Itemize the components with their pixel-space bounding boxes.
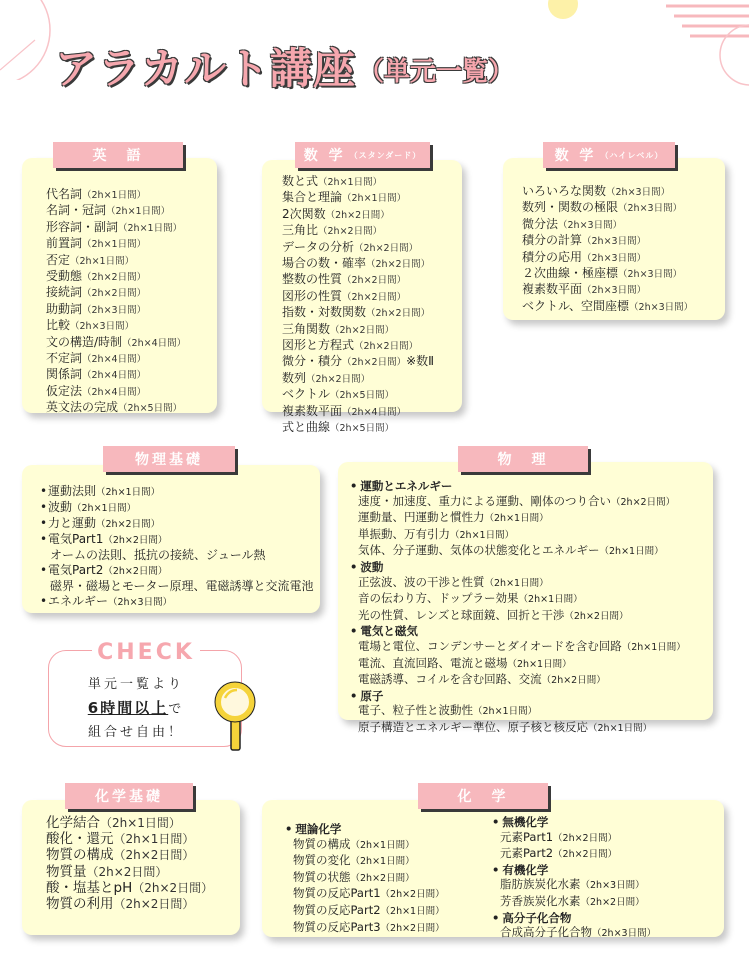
unit-duration: （2h×3日間） <box>558 219 623 231</box>
unit-duration: （2h×5日間） <box>330 423 395 435</box>
unit-name: 複素数平面 <box>282 403 343 418</box>
physics-basic-tab <box>103 446 235 472</box>
math-standard-tab-sub: （スタンダード） <box>349 150 422 160</box>
list-item <box>40 516 314 532</box>
unit-name: 比較 <box>46 318 71 333</box>
unit-name: 物質の反応Part1 <box>293 886 381 901</box>
unit-name: 運動量、円運動と慣性力 <box>358 510 485 525</box>
list-item <box>282 420 434 436</box>
list-item <box>350 703 686 720</box>
unit-duration: （2h×3日間） <box>108 597 173 608</box>
unit-duration: （2h×2日間） <box>113 897 195 912</box>
list-item <box>350 608 686 625</box>
list-item <box>40 532 314 548</box>
unit-duration: （2h×3日間） <box>618 269 683 281</box>
section-heading <box>492 815 656 830</box>
unit-name: 図形と方程式 <box>282 338 355 353</box>
unit-duration: （2h×1日間） <box>72 503 137 514</box>
unit-name: 不定詞 <box>46 351 83 366</box>
unit-duration: （2h×1日間） <box>82 239 147 251</box>
list-item <box>40 500 314 516</box>
unit-duration: （2h×1日間） <box>350 856 415 868</box>
unit-name: データの分析 <box>282 239 355 254</box>
list-item <box>46 285 186 301</box>
unit-name: ベクトル、空間座標 <box>522 298 630 313</box>
unit-duration: （2h×2日間） <box>611 496 676 508</box>
unit-note: ※数Ⅱ <box>406 354 435 369</box>
unit-duration: （2h×2日間） <box>350 872 415 884</box>
unit-name: 元素Part2 <box>500 846 554 861</box>
unit-name: 否定 <box>46 252 71 267</box>
unit-name: 磁界・磁場とモーター原理、電磁誘導と交流電池 <box>50 579 314 593</box>
unit-duration: （2h×1日間） <box>507 658 572 670</box>
list-item <box>46 880 213 896</box>
bullet-icon: • <box>40 484 48 498</box>
list-item <box>350 639 686 656</box>
list-item <box>282 289 434 305</box>
unit-name: 気体、分子運動、気体の状態変化とエネルギー <box>358 543 600 558</box>
unit-name: 理論化学 <box>295 822 342 836</box>
unit-name: 芳香族炭化水素 <box>500 893 581 908</box>
unit-name: 三角比 <box>282 223 319 238</box>
list-item <box>46 815 213 831</box>
math-standard-tab <box>295 142 430 168</box>
unit-duration: （2h×1日間） <box>588 722 653 734</box>
list-item <box>282 354 434 370</box>
list-item <box>282 338 434 354</box>
unit-duration: （2h×2日間） <box>354 242 419 254</box>
unit-name: 波動 <box>360 559 384 574</box>
list-item <box>40 594 314 610</box>
list-item <box>46 253 186 269</box>
list-item <box>282 322 434 338</box>
unit-name: 電気Part2 <box>48 563 104 577</box>
chem-tab-label: 化 学 <box>457 789 509 805</box>
list-item <box>492 894 656 911</box>
chem-theory-list <box>285 822 445 936</box>
list-item <box>46 335 186 351</box>
unit-duration: （2h×1日間） <box>82 190 147 201</box>
physics-basic-list <box>40 484 314 610</box>
page-title <box>55 30 515 93</box>
unit-name: 運動法則 <box>48 484 97 498</box>
list-item <box>40 484 314 500</box>
unit-name: 英文法の完成 <box>46 400 119 415</box>
list-item <box>522 217 693 233</box>
list-item <box>522 282 693 298</box>
unit-name: 文の構造/時制 <box>46 334 123 349</box>
unit-name: 酸・塩基とpH <box>46 879 133 896</box>
unit-duration: （2h×2日間） <box>306 373 371 385</box>
math-standard-tab-label: 数 学 <box>303 148 346 164</box>
math-high-list <box>522 184 693 315</box>
list-item <box>282 272 434 288</box>
list-item <box>285 853 445 870</box>
unit-name: いろいろな関数 <box>522 184 607 198</box>
unit-duration: （2h×4日間） <box>122 337 187 349</box>
list-item <box>350 527 686 544</box>
check-line-3: 組合せ自由！ <box>87 725 184 740</box>
unit-duration: （2h×4日間） <box>82 386 147 398</box>
unit-duration: （2h×2日間） <box>330 324 395 336</box>
unit-name: 化学結合 <box>46 815 100 831</box>
list-item <box>282 240 434 256</box>
list-item <box>46 384 186 400</box>
unit-name: 物質の構成 <box>293 836 351 851</box>
list-item <box>350 656 686 673</box>
list-item <box>350 543 686 560</box>
list-item <box>46 203 186 219</box>
unit-name: 図形の性質 <box>282 288 343 303</box>
section-heading <box>350 479 686 494</box>
unit-name: エネルギー <box>48 594 109 608</box>
unit-name: 三角関数 <box>282 321 331 336</box>
unit-name: 前置詞 <box>46 236 83 251</box>
unit-duration: （2h×1日間） <box>484 513 549 525</box>
unit-duration: （2h×3日間） <box>582 285 647 297</box>
unit-name: 2次関数 <box>282 206 326 221</box>
math-high-tab-label: 数 学 <box>554 148 597 164</box>
unit-name: 単振動、万有引力 <box>358 526 450 541</box>
unit-duration: （2h×3日間） <box>580 880 645 892</box>
english-list <box>46 187 186 417</box>
unit-name: 波動 <box>48 500 73 514</box>
unit-duration: （2h×1日間） <box>318 177 383 188</box>
list-item <box>350 575 686 592</box>
list-item <box>282 387 434 403</box>
unit-duration: （2h×2日間） <box>132 880 214 895</box>
list-item <box>285 920 445 937</box>
list-item <box>350 672 686 689</box>
decorative-yellow-dot <box>545 0 581 24</box>
unit-duration: （2h×1日間） <box>100 816 181 830</box>
unit-duration: （2h×2日間） <box>325 209 390 221</box>
unit-name: 代名詞 <box>46 187 83 201</box>
check-hours: 6時間以上 <box>87 699 169 717</box>
unit-duration: （2h×4日間） <box>342 406 407 418</box>
list-item <box>46 269 186 285</box>
unit-name: 電気Part1 <box>48 532 104 546</box>
unit-name: 場合の数・確率 <box>282 256 367 271</box>
unit-name: 助動詞 <box>46 301 83 316</box>
unit-name: 音の伝わり方、ドップラー効果 <box>358 591 519 606</box>
unit-duration: （2h×3日間） <box>592 928 657 940</box>
unit-name: 電流、直流回路、電流と磁場 <box>358 655 508 670</box>
list-item <box>285 886 445 903</box>
list-item <box>282 404 434 420</box>
list-item <box>522 266 693 282</box>
unit-duration: （2h×2日間） <box>366 308 431 320</box>
bullet-icon: • <box>40 516 48 530</box>
unit-duration: （2h×1日間） <box>118 222 183 234</box>
unit-duration: （2h×1日間） <box>113 832 195 847</box>
check-line-2 <box>56 697 216 718</box>
unit-name: 電気と磁気 <box>360 624 418 639</box>
list-item <box>46 236 186 252</box>
unit-duration: （2h×2日間） <box>366 259 431 271</box>
list-item <box>350 494 686 511</box>
unit-name: 電磁誘導、コイルを含む回路、交流 <box>358 672 542 687</box>
unit-duration: （2h×1日間） <box>96 487 161 498</box>
unit-name: 接続詞 <box>46 285 83 300</box>
unit-duration: （2h×2日間） <box>553 832 618 844</box>
unit-name: 微分・積分 <box>282 354 343 369</box>
unit-duration: （2h×3日間） <box>82 304 147 316</box>
list-item <box>46 400 186 416</box>
list-item <box>285 903 445 920</box>
bullet-icon: • <box>40 500 48 514</box>
chem-basic-list <box>46 815 213 912</box>
unit-name: 数列・関数の極限 <box>522 200 619 215</box>
physics-list <box>350 479 686 737</box>
unit-name: 複素数平面 <box>522 282 583 297</box>
list-item <box>46 318 186 334</box>
unit-name: 元素Part1 <box>500 829 554 844</box>
unit-duration: （2h×2日間） <box>354 341 419 353</box>
unit-duration: （2h×1日間） <box>342 193 407 205</box>
unit-name: 物質の反応Part3 <box>293 919 381 934</box>
unit-name: 積分の応用 <box>522 249 583 264</box>
unit-duration: （2h×2日間） <box>380 922 445 934</box>
list-item <box>522 233 693 249</box>
unit-duration: （2h×2日間） <box>342 275 407 287</box>
unit-name: 仮定法 <box>46 383 83 398</box>
unit-duration: （2h×1日間） <box>599 546 664 558</box>
list-item <box>40 548 314 563</box>
unit-name: 力と運動 <box>48 516 97 530</box>
bullet-icon: • <box>40 532 48 546</box>
unit-name: 有機化学 <box>502 862 549 877</box>
section-heading <box>350 560 686 575</box>
section-heading <box>492 911 656 926</box>
unit-duration: （2h×2日間） <box>96 519 161 530</box>
unit-duration: （2h×4日間） <box>82 354 147 366</box>
math-high-tab-sub: （ハイレベル） <box>600 150 664 160</box>
unit-duration: （2h×3日間） <box>606 187 671 198</box>
unit-name: 関係詞 <box>46 367 83 382</box>
list-item <box>46 896 213 912</box>
unit-duration: （2h×5日間） <box>330 390 395 402</box>
check-title: CHECK <box>92 641 200 665</box>
section-heading <box>350 689 686 704</box>
unit-name: 物質の状態 <box>293 869 351 884</box>
magnifier-icon <box>211 680 261 755</box>
unit-duration: （2h×1日間） <box>380 905 445 917</box>
unit-duration: （2h×2日間） <box>318 226 383 238</box>
section-heading <box>350 624 686 639</box>
unit-name: 指数・対数関数 <box>282 305 367 320</box>
unit-name: 原子構造とエネルギー準位、原子核と核反応 <box>358 719 588 734</box>
unit-name: 光の性質、レンズと球面鏡、回折と干渉 <box>358 607 565 622</box>
unit-duration: （2h×2日間） <box>553 849 618 861</box>
list-item <box>46 351 186 367</box>
list-item <box>46 367 186 383</box>
unit-name: 高分子化合物 <box>502 910 572 925</box>
list-item <box>46 864 213 880</box>
check-line-2-rest: で <box>168 702 185 717</box>
unit-duration: （2h×5日間） <box>118 403 183 415</box>
unit-name: 整数の性質 <box>282 272 343 287</box>
unit-name: 電子、粒子性と波動性 <box>358 703 473 718</box>
unit-name: オームの法則、抵抗の接続、ジュール熱 <box>50 548 266 562</box>
list-item <box>492 846 656 863</box>
unit-name: 積分の計算 <box>522 233 583 248</box>
list-item <box>522 250 693 266</box>
list-item <box>522 299 693 315</box>
unit-duration: （2h×2日間） <box>342 357 407 369</box>
unit-name: ２次曲線・極座標 <box>522 266 619 281</box>
unit-duration: （2h×3日間） <box>582 236 647 248</box>
unit-duration: （2h×2日間） <box>103 566 168 577</box>
unit-duration: （2h×3日間） <box>629 301 694 313</box>
list-item <box>282 371 434 387</box>
list-item <box>350 591 686 608</box>
unit-name: 物質の利用 <box>46 896 114 913</box>
decorative-stripes <box>660 0 749 90</box>
unit-name: 数列 <box>282 370 307 385</box>
unit-name: 酸化・還元 <box>46 831 114 848</box>
unit-name: 名詞・冠詞 <box>46 203 107 218</box>
english-tab <box>53 142 183 168</box>
unit-duration: （2h×2日間） <box>342 291 407 303</box>
chem-inorganic-organic-list <box>492 815 656 942</box>
unit-name: 物質の反応Part2 <box>293 902 381 917</box>
chem-tab <box>418 783 548 809</box>
list-item <box>350 510 686 527</box>
list-item <box>282 190 434 206</box>
title-main: アラカルト講座 <box>55 44 357 93</box>
unit-duration: （2h×3日間） <box>582 252 647 264</box>
unit-name: 物質の変化 <box>293 853 351 868</box>
unit-name: 速度・加速度、重力による運動、剛体のつり合い <box>358 493 611 508</box>
unit-name: 脂肪族炭化水素 <box>500 877 581 892</box>
unit-name: 物質の構成 <box>46 847 114 864</box>
unit-duration: （2h×2日間） <box>113 848 195 863</box>
unit-name: 形容詞・副詞 <box>46 219 119 234</box>
list-item <box>46 831 213 847</box>
list-item <box>282 305 434 321</box>
physics-tab-label: 物 理 <box>497 452 549 468</box>
list-item <box>46 302 186 318</box>
list-item <box>46 187 186 203</box>
unit-duration: （2h×2日間） <box>82 272 147 284</box>
math-high-tab <box>543 142 675 168</box>
unit-duration: （2h×1日間） <box>621 641 686 653</box>
unit-name: ベクトル <box>282 387 331 402</box>
list-item <box>282 223 434 239</box>
title-sub: （単元一覧） <box>358 57 515 87</box>
list-item <box>46 220 186 236</box>
physics-tab <box>458 446 588 472</box>
list-item <box>492 925 656 942</box>
unit-duration: （2h×2日間） <box>103 535 168 546</box>
unit-duration: （2h×1日間） <box>106 206 171 218</box>
list-item <box>350 720 686 737</box>
unit-name: 運動とエネルギー <box>360 479 453 493</box>
unit-duration: （2h×2日間） <box>380 889 445 901</box>
unit-duration: （2h×1日間） <box>473 706 538 718</box>
unit-name: 電場と電位、コンデンサーとダイオードを含む回路 <box>358 638 622 653</box>
list-item <box>40 579 314 594</box>
math-standard-list <box>282 174 434 437</box>
unit-duration: （2h×2日間） <box>82 288 147 300</box>
unit-name: 集合と理論 <box>282 190 343 205</box>
list-item <box>492 877 656 894</box>
list-item <box>285 837 445 854</box>
physics-basic-tab-label: 物理基礎 <box>135 452 203 468</box>
unit-duration: （2h×2日間） <box>86 864 168 879</box>
list-item <box>282 207 434 223</box>
chem-basic-tab-label: 化学基礎 <box>95 789 163 805</box>
unit-duration: （2h×1日間） <box>350 839 415 851</box>
unit-duration: （2h×3日間） <box>70 321 135 333</box>
unit-name: 合成高分子化合物 <box>500 925 592 940</box>
unit-name: 正弦波、波の干渉と性質 <box>358 574 485 589</box>
unit-name: 受動態 <box>46 269 83 284</box>
unit-duration: （2h×1日間） <box>70 255 135 267</box>
check-line-1: 単元一覧より <box>87 677 184 692</box>
unit-name: 物質量 <box>46 863 87 880</box>
unit-name: 数と式 <box>282 174 319 188</box>
list-item <box>522 184 693 200</box>
unit-duration: （2h×2日間） <box>541 675 606 687</box>
english-tab-label: 英 語 <box>92 148 144 164</box>
list-item <box>282 174 434 190</box>
list-item <box>285 870 445 887</box>
unit-duration: （2h×1日間） <box>518 594 583 606</box>
chem-basic-tab <box>65 783 193 809</box>
unit-name: 微分法 <box>522 216 559 231</box>
list-item <box>40 563 314 579</box>
list-item <box>522 200 693 216</box>
unit-duration: （2h×1日間） <box>450 529 515 541</box>
unit-duration: （2h×4日間） <box>82 370 147 382</box>
unit-duration: （2h×2日間） <box>580 896 645 908</box>
bullet-icon: • <box>40 563 48 577</box>
list-item <box>282 256 434 272</box>
unit-duration: （2h×3日間） <box>618 203 683 215</box>
unit-name: 無機化学 <box>502 815 549 829</box>
list-item <box>492 830 656 847</box>
unit-name: 式と曲線 <box>282 420 331 435</box>
unit-duration: （2h×2日間） <box>564 610 629 622</box>
list-item <box>46 847 213 863</box>
section-heading <box>492 863 656 878</box>
bullet-icon: • <box>40 594 48 608</box>
unit-name: 原子 <box>360 688 384 703</box>
section-heading <box>285 822 445 837</box>
unit-duration: （2h×1日間） <box>484 577 549 589</box>
